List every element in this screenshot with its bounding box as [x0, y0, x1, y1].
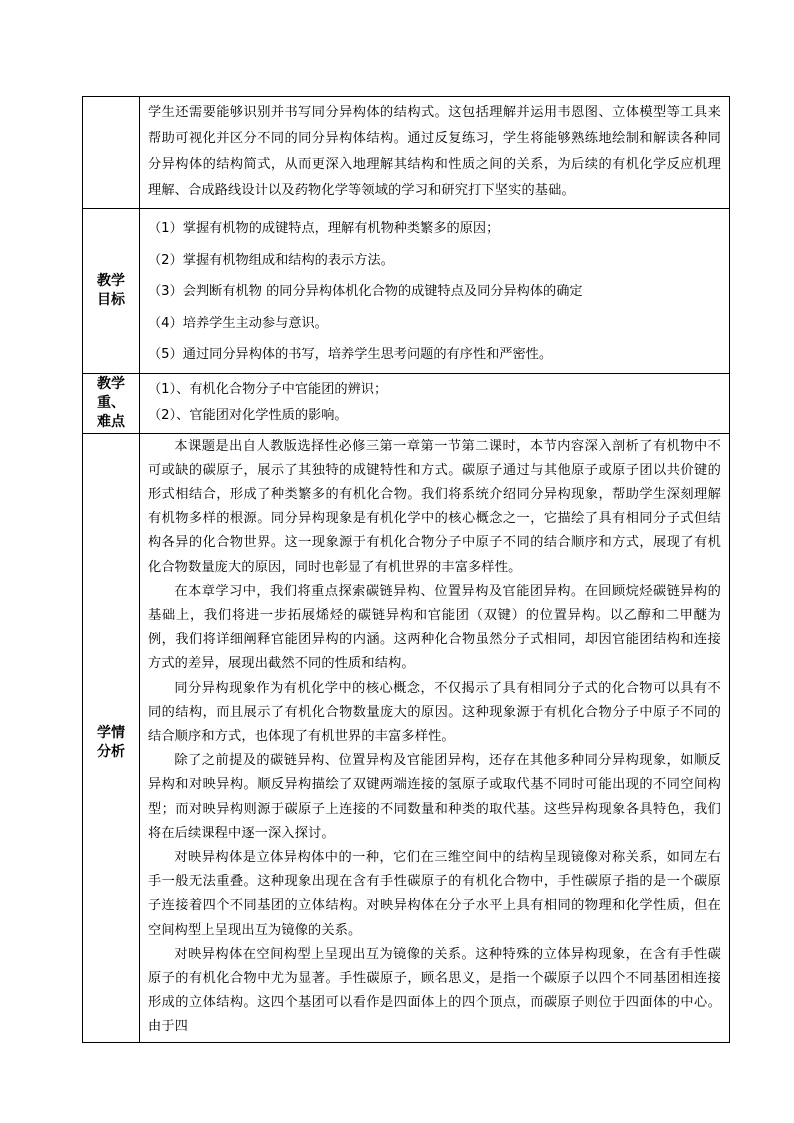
goal-item: （4）培养学生主动参与意识。	[148, 315, 328, 331]
key-points-label: 教学 重、 难点	[83, 373, 140, 433]
row-student-analysis	[83, 433, 730, 1042]
teaching-goals-content	[140, 209, 730, 374]
intro-paragraph: 学生还需要能够识别并书写同分异构体的结构式。这包括理解并运用韦恩图、立体模型等工具来帮助可视化并区分不同的同分异构体结构。通过反复练习，学生将能够熟练地绘制和解读各种同分异构体的结构简式，从而更深入地理解其结构和性质之间的关系，为后续的有机化学反应机理理解、合成路线设计以及药物化学等领域的学习和研究打下坚实的基础。	[148, 105, 721, 198]
key-point-item: （2）、官能团对化学性质的影响。	[148, 407, 348, 423]
row-key-points	[83, 373, 730, 433]
goal-item: （3）会判断有机物 的同分异构体机化合物的成键特点及同分异构体的确定	[148, 284, 583, 299]
row-intro-content	[140, 97, 730, 209]
analysis-paragraph: 本课题是出自人教版选择性必修三第一章第一节第二课时，本节内容深入剖析了有机物中不可或缺的碳原子，展示了其独特的成键特性和方式。碳原子通过与其他原子或原子团以共价键的形式相结合，形成了种类繁多的有机化合物。我们将系统介绍同分异构现象，帮助学生深刻理解有机物多样的根源。同分异构现象是有机化学中的核心概念之一，它描绘了具有相同分子式但结构各异的化合物世界。这一现象源于有机化合物分子中原子不同的结合顺序和方式，展现了有机化合物数量庞大的原因，同时也彰显了有机世界的丰富多样性。	[148, 438, 721, 575]
goal-item: （5）通过同分异构体的书写，培养学生思考问题的有序性和严密性。	[148, 347, 553, 362]
student-analysis-label: 学情 分析	[83, 433, 140, 1042]
analysis-paragraph: 除了之前提及的碳链异构、位置异构及官能团异构，还存在其他多种同分异构现象，如顺反异构和对映异构。顺反异构描绘了双键两端连接的氢原子或取代基不同时可能出现的不同空间构型；而对映异构则源于碳原子上连接的不同数量和种类的取代基。这些异构现象各具特色，我们将在后续课程中逐一深入探讨。	[148, 753, 721, 841]
row-intro	[83, 97, 730, 209]
teaching-goals-label: 教学 目标	[83, 209, 140, 374]
analysis-paragraph: 对映异构体是立体异构体中的一种，它们在三维空间中的结构呈现镜像对称关系，如同左右手一般无法重叠。这种现象出现在含有手性碳原子的有机化合物中，手性碳原子指的是一个碳原子连接着四个不同基团的立体结构。对映异构体在分子水平上具有相同的物理和化学性质，但在空间构型上呈现出互为镜像的关系。	[148, 849, 721, 938]
analysis-paragraph: 对映异构体在空间构型上呈现出互为镜像的关系。这种特殊的立体异构现象，在含有手性碳原子的有机化合物中尤为显著。手性碳原子，顾名思义，是指一个碳原子以四个不同基团相连接形成的立体结构。这四个基团可以看作是四面体上的四个顶点，而碳原子则位于四面体的中心。由于四	[148, 946, 721, 1035]
analysis-paragraph: 在本章学习中，我们将重点探索碳链异构、位置异构及官能团异构。在回顾烷烃碳链异构的基础上，我们将进一步拓展烯烃的碳链异构和官能团（双键）的位置异构。以乙醇和二甲醚为例，我们将详细阐释官能团异构的内涵。这两种化合物虽然分子式相同，却因官能团结构和连接方式的差异，展现出截然不同的性质和结构。	[148, 583, 721, 672]
student-analysis-content	[140, 433, 730, 1042]
row-teaching-goals	[83, 209, 730, 374]
lesson-plan-table	[82, 96, 730, 1043]
key-points-content	[140, 373, 730, 433]
analysis-paragraph: 同分异构现象作为有机化学中的核心概念，不仅揭示了具有相同分子式的化合物可以具有不同的结构，而且展示了有机化合物数量庞大的原因。这种现象源于有机化合物分子中原子不同的结合顺序和方式，也体现了有机世界的丰富多样性。	[148, 680, 721, 744]
goal-item: （1）掌握有机物的成键特点，理解有机物种类繁多的原因；	[148, 221, 500, 236]
row-intro-label	[83, 97, 140, 209]
goal-item: （2）掌握有机物组成和结构的表示方法。	[148, 252, 394, 268]
key-point-item: （1）、有机化合物分子中官能团的辨识；	[148, 381, 388, 397]
